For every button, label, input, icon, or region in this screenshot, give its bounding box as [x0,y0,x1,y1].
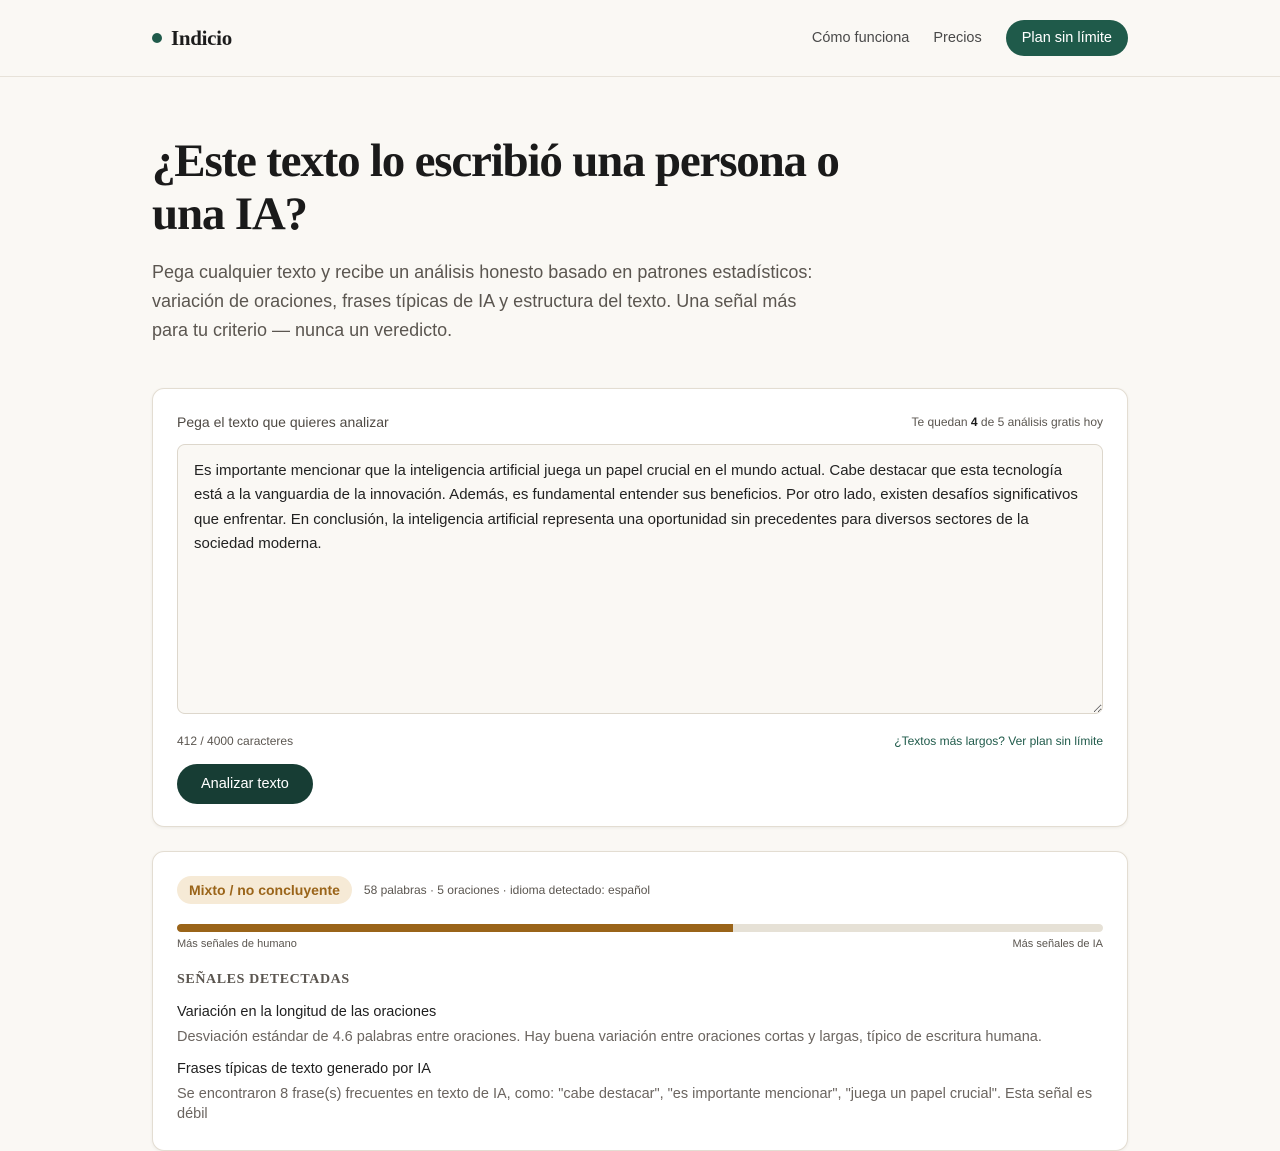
quota-prefix: Te quedan [911,415,968,429]
signals-heading: SEÑALES DETECTADAS [177,972,350,987]
signal-item [177,1004,1103,1047]
text-stats: 58 palabras · 5 oraciones · idioma detectado: español [363,883,651,897]
quota-indicator [911,415,1103,429]
brand-dot-icon [152,33,162,43]
brand[interactable] [152,26,232,51]
result-header [177,876,1103,904]
nav-how-it-works[interactable]: Cómo funciona [811,30,910,46]
meter-ai-label: Más señales de IA [1012,938,1103,950]
signal-item [177,1061,1103,1124]
signal-description: Se encontraron 8 frase(s) frecuentes en texto de IA, como: "cabe destacar", "es importante mencionar", "juega un papel crucial". Esta señal es débil [177,1086,1093,1122]
brand-name: Indicio [171,25,232,50]
main-nav [812,20,1128,56]
result-card [152,851,1128,1151]
signal-title: Frases típicas de texto generado por IA [177,1061,431,1077]
top-bar-inner [152,0,1128,76]
nav-pricing[interactable]: Precios [933,30,982,46]
longer-texts-link[interactable]: ¿Textos más largos? Ver plan sin límite [894,734,1103,748]
unlimited-plan-button[interactable]: Plan sin límite [1006,20,1128,56]
main-content [152,135,1128,1151]
signal-title: Variación en la longitud de las oraciones [177,1004,437,1020]
score-meter-fill [177,924,733,932]
input-card [152,388,1128,827]
text-input-label: Pega el texto que quieres analizar [177,414,389,430]
text-input[interactable] [177,444,1103,714]
hero-title: ¿Este texto lo escribió una persona o una IA? [152,135,839,240]
score-meter [177,924,1103,932]
quota-suffix: de 5 análisis gratis hoy [980,415,1103,429]
score-meter-labels [177,938,1103,950]
input-card-header [177,414,1103,430]
signal-description: Desviación estándar de 4.6 palabras entre oraciones. Hay buena variación entre oraciones cortas y largas, típico de escritura humana. [177,1029,1042,1045]
top-bar [0,0,1280,77]
meter-human-label: Más señales de humano [177,938,297,950]
quota-remaining: 4 [970,415,978,429]
char-count: 412 / 4000 caracteres [177,734,294,748]
hero-subtitle: Pega cualquier texto y recibe un análisis honesto basado en patrones estadísticos: variación de oraciones, frases típicas de IA y estructura del texto. Una señal más para tu criterio — nunca un veredicto. [152,262,813,340]
analyze-button[interactable]: Analizar texto [177,764,313,804]
input-meta-row [177,734,1103,748]
verdict-badge: Mixto / no concluyente [177,876,352,904]
